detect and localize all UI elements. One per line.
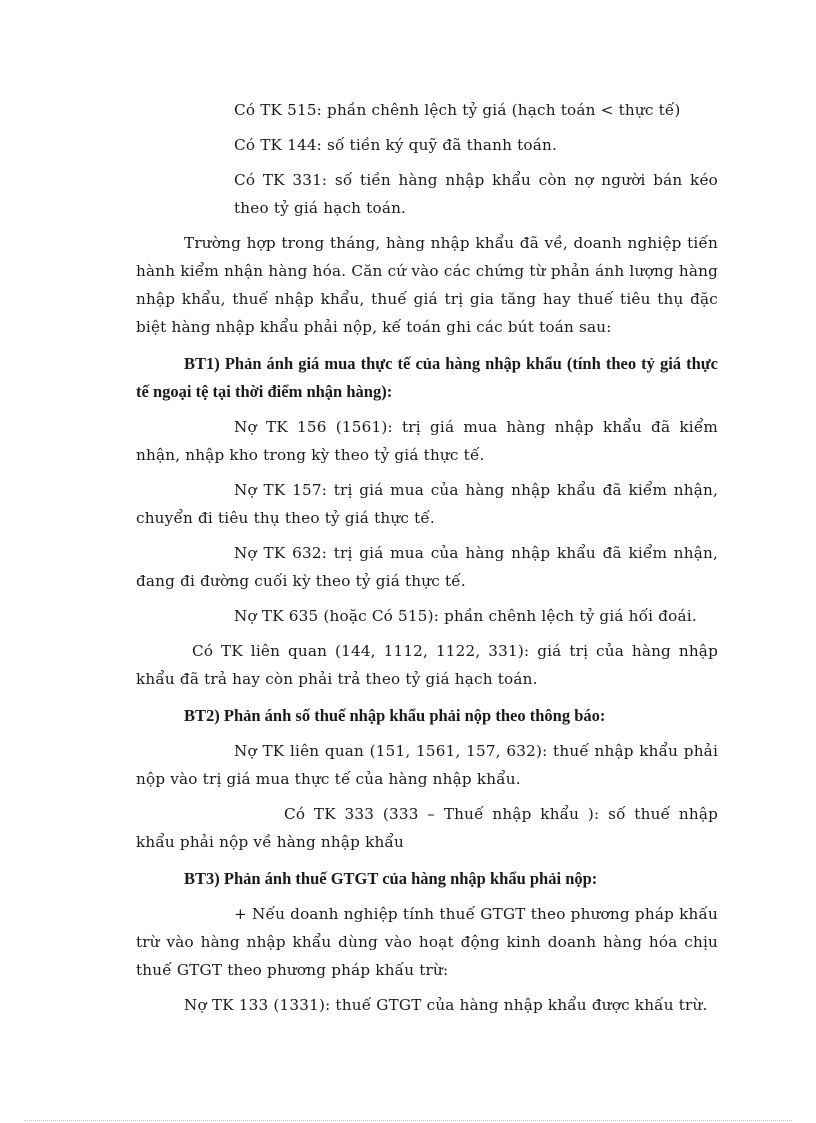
credit-entry-144: Có TK 144: số tiền ký quỹ đã thanh toán. [234, 136, 558, 154]
heading-bt2: BT2) Phản ánh số thuế nhập khẩu phải nộp theo thông báo: [184, 706, 606, 725]
credit-entry-related: Có TK liên quan (144, 1112, 1122, 331): giá trị của hàng nhập khẩu đã trả hay còn phải trả theo tỷ giá hạch toán. [136, 642, 718, 688]
debit-entry-156: Nợ TK 156 (1561): trị giá mua hàng nhập khẩu đã kiểm nhận, nhập kho trong kỳ theo tỷ giá thực tế. [136, 418, 718, 464]
credit-entry-331: Có TK 331: số tiền hàng nhập khẩu còn nợ người bán kéo theo tỷ giá hạch toán. [234, 171, 718, 217]
heading-bt1: BT1) Phản ánh giá mua thực tế của hàng nhập khẩu (tính theo tỷ giá thực tế ngoại tệ tại thời điểm nhận hàng): [136, 354, 718, 401]
vat-deduction-note: + Nếu doanh nghiệp tính thuế GTGT theo phương pháp khấu trừ vào hàng nhập khẩu dùng vào hoạt động kinh doanh hàng hóa chịu thuế GTGT theo phương pháp khấu trừ: [136, 905, 718, 979]
debit-entry-157: Nợ TK 157: trị giá mua của hàng nhập khẩu đã kiểm nhận, chuyển đi tiêu thụ theo tỷ giá thực tế. [136, 481, 718, 527]
intro-paragraph: Trường hợp trong tháng, hàng nhập khẩu đã về, doanh nghiệp tiến hành kiểm nhận hàng hóa. Căn cứ vào các chứng từ phản ánh lượng hàng nhập khẩu, thuế nhập khẩu, thuế giá trị gia tăng hay thuế tiêu thụ đặc biệt hàng nhập khẩu phải nộp, kế toán ghi các bút toán sau: [136, 234, 718, 336]
credit-entry-333: Có TK 333 (333 – Thuế nhập khẩu ): số thuế nhập khẩu phải nộp về hàng nhập khẩu [136, 805, 718, 851]
credit-entry-515: Có TK 515: phần chênh lệch tỷ giá (hạch toán < thực tế) [234, 101, 681, 119]
footer-divider [24, 1120, 792, 1121]
debit-entry-632: Nợ TK 632: trị giá mua của hàng nhập khẩu đã kiểm nhận, đang đi đường cuối kỳ theo tỷ giá thực tế. [136, 544, 718, 590]
heading-bt3: BT3) Phản ánh thuế GTGT của hàng nhập khẩu phải nộp: [184, 869, 598, 888]
debit-entry-635: Nợ TK 635 (hoặc Có 515): phần chênh lệch tỷ giá hối đoái. [234, 607, 697, 625]
debit-entry-related: Nợ TK liên quan (151, 1561, 157, 632): thuế nhập khẩu phải nộp vào trị giá mua thực tế của hàng nhập khẩu. [136, 742, 718, 788]
debit-entry-133: Nợ TK 133 (1331): thuế GTGT của hàng nhập khẩu được khấu trừ. [184, 996, 708, 1014]
page-body [136, 96, 718, 1019]
